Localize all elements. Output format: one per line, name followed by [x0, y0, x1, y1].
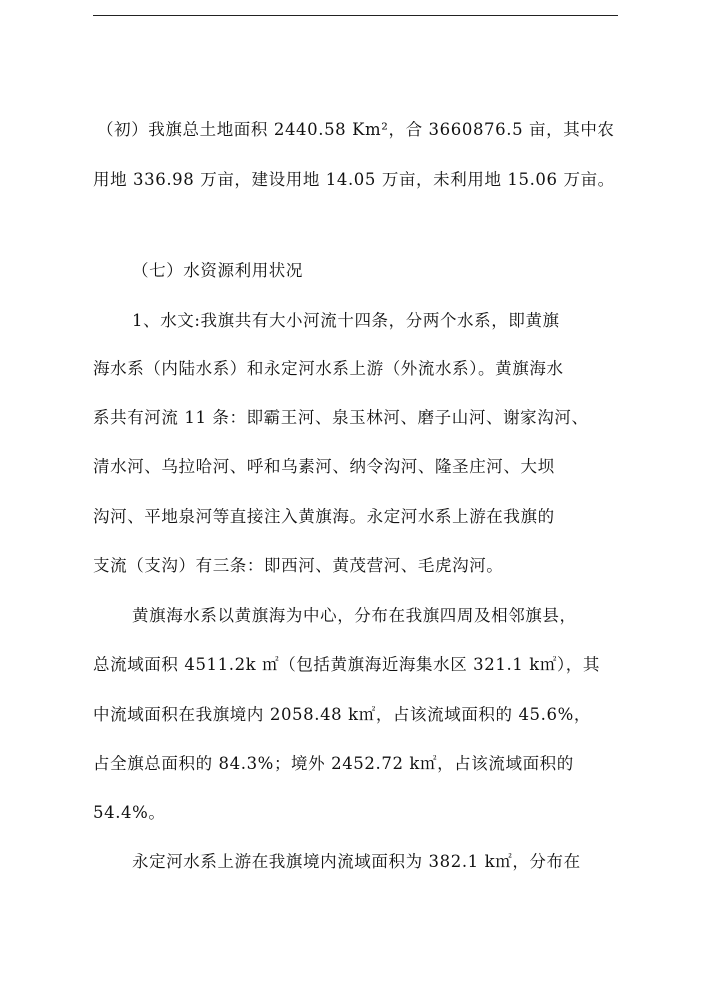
section-heading: （七）水资源利用状况	[132, 261, 303, 280]
paragraph-line: 清水河、乌拉哈河、呼和乌素河、纳令沟河、隆圣庄河、大坝	[93, 457, 555, 476]
paragraph-line: （初）我旗总土地面积 2440.58 Km²，合 3660876.5 亩，其中农	[97, 120, 615, 139]
paragraph-line: 黄旗海水系以黄旗海为中心，分布在我旗四周及相邻旗县，	[132, 606, 577, 625]
header-rule	[93, 15, 618, 16]
paragraph-line: 总流域面积 4511.2k ㎡（包括黄旗海近海集水区 321.1 k㎡），其	[93, 655, 600, 674]
paragraph-line: 支流（支沟）有三条：即西河、黄茂营河、毛虎沟河。	[93, 556, 504, 575]
paragraph-line: 54.4%。	[93, 803, 166, 822]
paragraph-line: 永定河水系上游在我旗境内流域面积为 382.1 k㎡，分布在	[132, 852, 581, 871]
paragraph-line: 海水系（内陆水系）和永定河水系上游（外流水系）。黄旗海水	[93, 359, 564, 378]
paragraph-line: 中流域面积在我旗境内 2058.48 k㎡，占该流域面积的 45.6%，	[93, 705, 591, 724]
paragraph-line: 1、水文:我旗共有大小河流十四条，分两个水系，即黄旗	[132, 311, 560, 330]
paragraph-line: 沟河、平地泉河等直接注入黄旗海。永定河水系上游在我旗的	[93, 507, 555, 526]
paragraph-line: 用地 336.98 万亩，建设用地 14.05 万亩，未利用地 15.06 万亩。	[93, 170, 615, 189]
paragraph-line: 系共有河流 11 条：即霸王河、泉玉林河、磨子山河、谢家沟河、	[93, 408, 589, 427]
paragraph-line: 占全旗总面积的 84.3%；境外 2452.72 k㎡，占该流域面积的	[93, 754, 574, 773]
